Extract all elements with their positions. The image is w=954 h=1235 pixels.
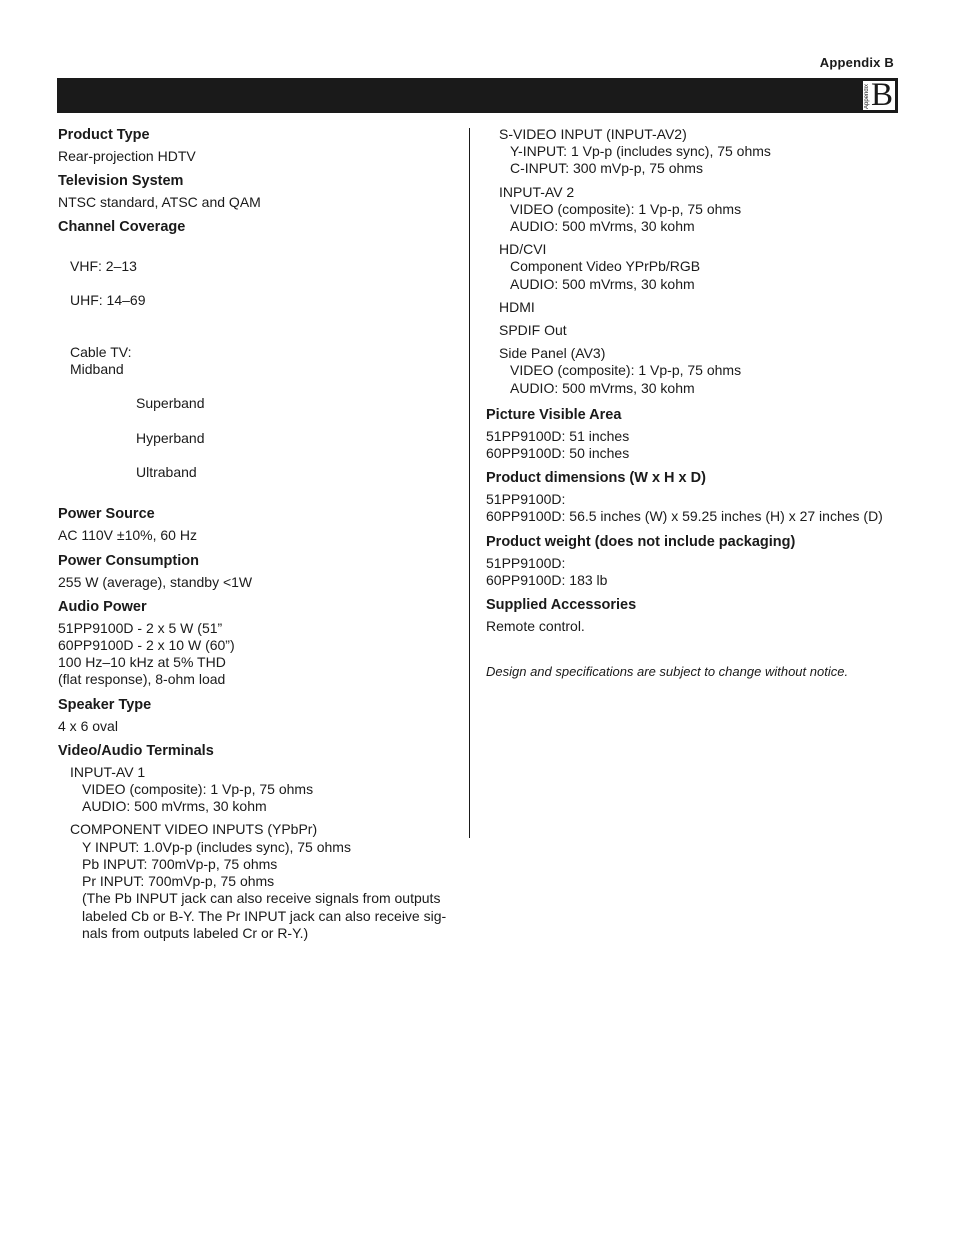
- speaker-type-section: [58, 696, 458, 735]
- appendix-label: Appendix B: [819, 55, 894, 70]
- section-body: 51PP9100D - 2 x 5 W (51” 60PP9100D - 2 x 10 W (60”) 100 Hz–10 kHz at 5% THD (flat response), 8-ohm load: [58, 619, 235, 688]
- hdcvi-specs: Component Video YPrPb/RGB AUDIO: 500 mVrms, 30 kohm: [510, 258, 701, 292]
- change-notice: Design and specifications are subject to change without notice.: [486, 664, 849, 680]
- section-title: Television System: [58, 173, 184, 190]
- av2-specs: VIDEO (composite): 1 Vp-p, 75 ohms AUDIO: 500 mVrms, 30 kohm: [510, 200, 742, 235]
- dimensions-section: [486, 469, 901, 525]
- component-heading: COMPONENT VIDEO INPUTS (YPbPr): [70, 821, 318, 838]
- section-body: 51PP9100D: 51 inches 60PP9100D: 50 inches: [486, 427, 630, 462]
- component-specs: Y INPUT: 1.0Vp-p (includes sync), 75 ohms Pb INPUT: 700mVp-p, 75 ohms Pr INPUT: 700mVp-p, 75 ohms (The Pb INPUT jack can also receive signals from outputs labeled Cb or B-Y. The Pr INPUT jack can also receive sig- nals from outputs labeled Cr or R-Y.): [82, 838, 447, 941]
- section-body: Remote control.: [486, 618, 585, 635]
- header-bar: [57, 78, 898, 113]
- svideo-specs: Y-INPUT: 1 Vp-p (includes sync), 75 ohms C-INPUT: 300 mVp-p, 75 ohms: [510, 143, 771, 177]
- section-body: 51PP9100D: 60PP9100D: 183 lb: [486, 554, 608, 588]
- channel-list: [58, 240, 458, 498]
- cable-band: Hyperband: [136, 429, 205, 446]
- right-column: [486, 126, 901, 679]
- side-panel-specs: VIDEO (composite): 1 Vp-p, 75 ohms AUDIO: 500 mVrms, 30 kohm: [510, 362, 742, 396]
- section-title: Picture Visible Area: [486, 406, 622, 423]
- terminals-section: [58, 742, 458, 942]
- accessories-section: [486, 596, 901, 635]
- left-column: [58, 126, 458, 949]
- section-body: 255 W (average), standby <1W: [58, 573, 253, 590]
- column-divider: [469, 128, 470, 838]
- section-title: Power Consumption: [58, 552, 199, 569]
- appendix-tab-letter: B: [871, 77, 894, 113]
- power-source-section: [58, 505, 458, 544]
- uhf-range: UHF: 14–69: [70, 292, 146, 309]
- vhf-range: VHF: 2–13: [70, 257, 137, 274]
- section-body: Rear-projection HDTV: [58, 148, 196, 164]
- power-consumption-section: [58, 552, 458, 591]
- section-title: Video/Audio Terminals: [58, 742, 214, 759]
- weight-section: [486, 533, 901, 589]
- hdmi-label: HDMI: [499, 298, 535, 315]
- av2-heading: INPUT-AV 2: [499, 183, 575, 200]
- section-title: Channel Coverage: [58, 219, 186, 236]
- cable-band: Midband: [70, 360, 124, 377]
- section-title: Product dimensions (W x H x D): [486, 470, 706, 487]
- channel-coverage-section: [58, 218, 458, 498]
- appendix-tab-small-text: Appendix: [864, 83, 870, 109]
- cable-label: Cable TV:: [70, 343, 132, 360]
- product-type-section: [58, 126, 458, 165]
- av1-specs: VIDEO (composite): 1 Vp-p, 75 ohms AUDIO: 500 mVrms, 30 kohm: [82, 781, 314, 815]
- section-body: AC 110V ±10%, 60 Hz: [58, 527, 197, 544]
- av1-heading: INPUT-AV 1: [70, 763, 146, 780]
- section-body: 4 x 6 oval: [58, 717, 118, 734]
- cable-row: [70, 326, 458, 378]
- audio-power-section: [58, 598, 458, 689]
- cable-band: Ultraband: [136, 464, 197, 481]
- section-body: 51PP9100D: 60PP9100D: 56.5 inches (W) x 59.25 inches (H) x 27 inches (D): [486, 491, 883, 525]
- spdif-label: SPDIF Out: [499, 322, 567, 339]
- section-title: Product Type: [58, 127, 150, 143]
- appendix-tab: [862, 77, 896, 113]
- picture-area-section: [486, 406, 901, 462]
- section-title: Speaker Type: [58, 696, 152, 713]
- television-system-section: [58, 172, 458, 211]
- section-title: Audio Power: [58, 598, 147, 615]
- section-body: NTSC standard, ATSC and QAM: [58, 194, 261, 211]
- hdcvi-heading: HD/CVI: [499, 241, 547, 258]
- svideo-heading: S-VIDEO INPUT (INPUT-AV2): [499, 126, 687, 142]
- side-panel-heading: Side Panel (AV3): [499, 345, 606, 362]
- section-title: Supplied Accessories: [486, 597, 637, 614]
- section-title: Power Source: [58, 506, 155, 523]
- section-title: Product weight (does not include packaging): [486, 533, 796, 550]
- cable-band: Superband: [136, 395, 205, 412]
